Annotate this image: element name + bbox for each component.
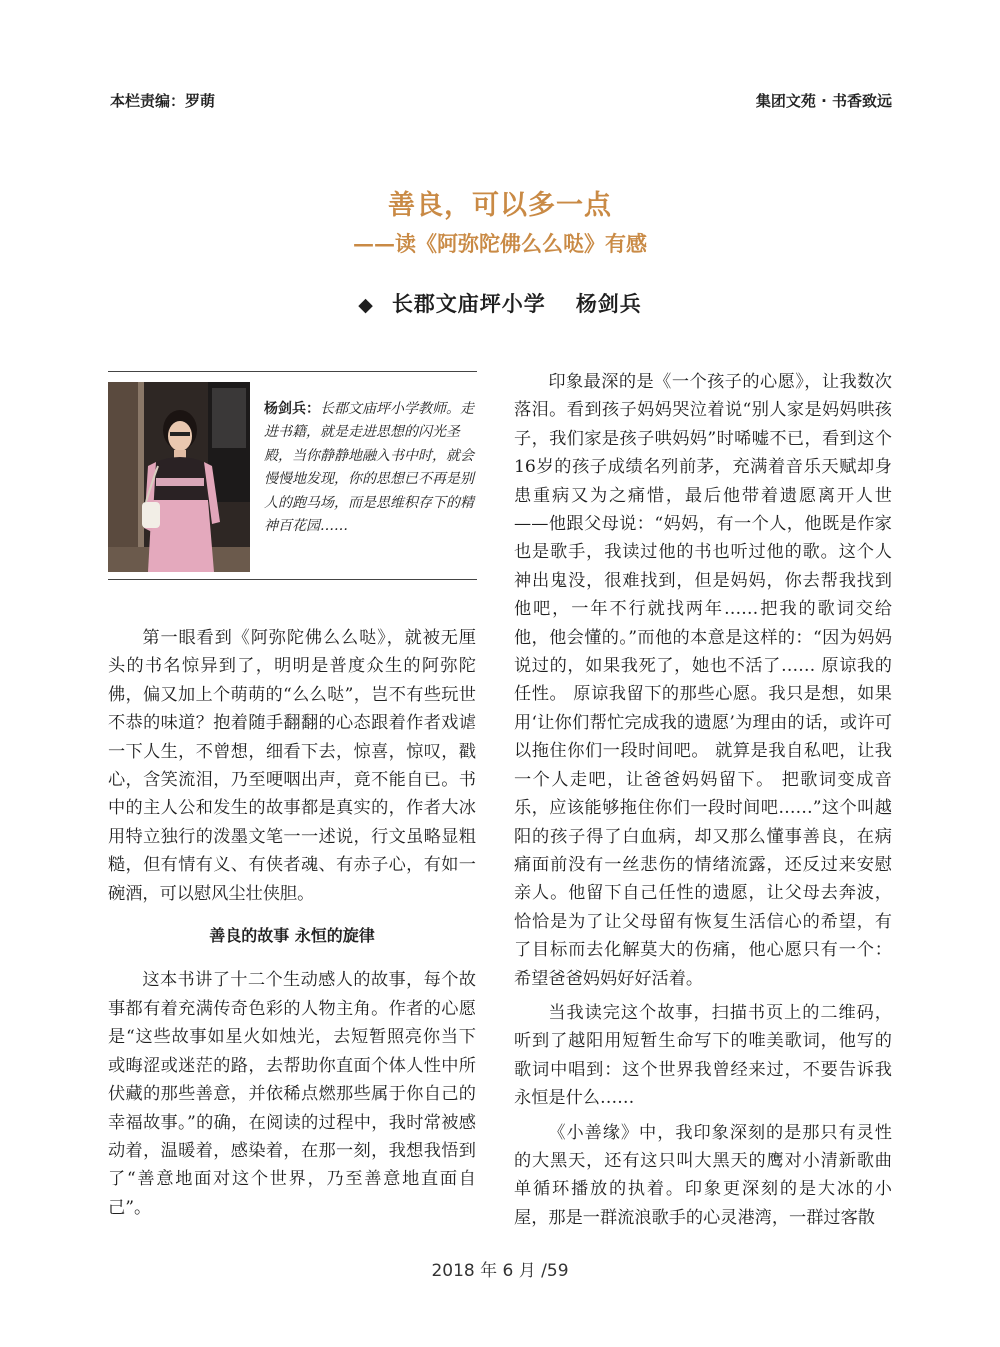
- article-title: 善良，可以多一点: [388, 190, 612, 221]
- bio-text: 长郡文庙坪小学教师。走进书籍，就是走进思想的闪光圣殿，当你静静地融入书中时，就会慢慢地发现，你的思想已不再是别人的跑马场，而是思维积存下的精神百花园……: [264, 401, 474, 535]
- section-heading: 善良的故事 永恒的旋律: [209, 926, 375, 946]
- paragraph: 这本书讲了十二个生动感人的故事，每个故事都有着充满传奇色彩的人物主角。作者的心愿是“这些故事如星火如烛光，去短暂照亮你当下或晦涩或迷茫的路，去帮助你直面个体人性中所伏藏的那些善意，并依稀点燃那些属于你自己的幸福故事。”的确，在阅读的过程中，我时常被感动着，温暖着，感染着，在那一刻，我想我悟到了“善意地面对这个世界，乃至善意地直面自己”。: [108, 970, 476, 1218]
- article-subtitle: ——读《阿弥陀佛么么哒》有感: [353, 231, 647, 256]
- right-column: [514, 368, 892, 1238]
- bio-rule-bottom: [108, 579, 477, 580]
- author-photo: [108, 382, 250, 572]
- page-footer: 2018 年 6 月 /59: [431, 1261, 569, 1281]
- paragraph: 《小善缘》中，我印象深刻的是那只有灵性的大黑天，还有这只叫大黑天的鹰对小清新歌曲单循环播放的执着。印象更深刻的是大冰的小屋，那是一群流浪歌手的心灵港湾，一群过客散: [514, 1122, 892, 1228]
- paragraph: 当我读完这个故事，扫描书页上的二维码，听到了越阳用短暂生命写下的唯美歌词，他写的歌词中唱到：这个世界我曾经来过，不要告诉我永恒是什么……: [514, 1002, 892, 1109]
- author-bio: [264, 398, 476, 538]
- author-line: [0, 288, 1000, 318]
- left-column: [108, 624, 476, 1228]
- column-name: 集团文苑 · 书香致远: [755, 92, 892, 110]
- paragraph: 第一眼看到《阿弥陀佛么么哒》，就被无厘头的书名惊异到了，明明是普度众生的阿弥陀佛，偏又加上个萌萌的“么么哒”，岂不有些玩世不恭的味道？抱着随手翻翻的心态跟着作者戏谑一下人生，不曾想，细看下去，惊喜，惊叹，戳心，含笑流泪，乃至哽咽出声，竟不能自已。书中的主人公和发生的故事都是真实的，作者大冰用特立独行的泼墨文笔一一述说，行文虽略显粗糙，但有情有义、有侠者魂、有赤子心，有如一碗酒，可以慰风尘壮侠胆。: [108, 628, 476, 904]
- bio-rule-top: [108, 371, 477, 372]
- bio-name: 杨剑兵：: [264, 401, 320, 417]
- author-school: 长郡文庙坪小学: [391, 291, 546, 316]
- diamond-icon: ◆: [358, 294, 374, 316]
- editor-credit: 本栏责编：罗萌: [110, 92, 216, 110]
- paragraph: 印象最深的是《一个孩子的心愿》，让我数次落泪。看到孩子妈妈哭泣着说“别人家是妈妈哄孩子，我们家是孩子哄妈妈”时唏嘘不已，看到这个16岁的孩子成绩名列前茅，充满着音乐天赋却身患重病又为之痛惜，最后他带着遗愿离开人世——他跟父母说：“妈妈，有一个人，他既是作家也是歌手，我读过他的书也听过他的歌。这个人神出鬼没，很难找到，但是妈妈，你去帮我找到他吧，一年不行就找两年……把我的歌词交给他，他会懂的。”而他的本意是这样的：“因为妈妈说过的，如果我死了，她也不活了…… 原谅我的任性。 原谅我留下的那些心愿。我只是想，如果用‘让你们帮忙完成我的遗愿’为理由的话，或许可以拖住你们一段时间吧。 就算是我自私吧，让我一个人走吧，让爸爸妈妈留下。 把歌词变成音乐，应该能够拖住你们一段时间吧……”这个叫越阳的孩子得了白血病，却又那么懂事善良，在病痛面前没有一丝悲伤的情绪流露，还反过来安慰亲人。他留下自己任性的遗愿，让父母去奔波，恰恰是为了让父母留有恢复生活信心的希望，有了目标而去化解莫大的伤痛，他心愿只有一个：希望爸爸妈妈好好活着。: [514, 372, 892, 989]
- author-name: 杨剑兵: [575, 291, 642, 316]
